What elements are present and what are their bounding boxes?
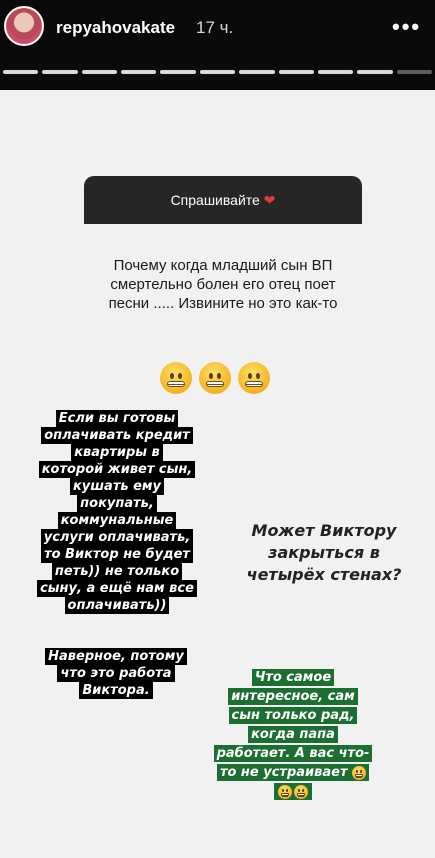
- progress-segment: [279, 70, 314, 74]
- emoji-row: [160, 362, 270, 394]
- progress-segment: [121, 70, 156, 74]
- progress-segment: [357, 70, 392, 74]
- text-line: Виктора.: [79, 682, 152, 699]
- right-question-text: Может Виктору закрыться в четырёх стенах?: [246, 521, 402, 584]
- grimacing-face-icon: [160, 362, 192, 394]
- grimacing-face-icon: [278, 785, 292, 799]
- text-line: услуги оплачивать,: [41, 529, 194, 546]
- post-time: 17 ч.: [196, 18, 234, 37]
- question-text: Почему когда младший сын ВП смертельно болен его отец поет песни ..... Извините но это как-то: [108, 257, 338, 312]
- username[interactable]: repyahovakate: [56, 18, 176, 37]
- text-line: которой живет сын,: [39, 461, 196, 478]
- text-line: покупать,: [77, 495, 157, 512]
- text-line: то не устраивает: [217, 764, 369, 781]
- progress-segment: [82, 70, 117, 74]
- text-line: то Виктор не будет: [41, 546, 193, 563]
- text-line: Что самое: [252, 669, 334, 686]
- text-line: Если вы готовы: [56, 410, 178, 427]
- emoji-line: [274, 783, 312, 800]
- avatar[interactable]: [4, 6, 44, 46]
- green-text-block: [186, 668, 400, 801]
- grimacing-face-icon: [352, 766, 366, 780]
- text-line: кушать ему: [70, 478, 164, 495]
- text-line: интересное, сам: [228, 688, 358, 705]
- grimacing-face-icon: [294, 785, 308, 799]
- text-line: Наверное, потому: [45, 648, 187, 665]
- question-sticker[interactable]: [84, 176, 362, 224]
- progress-segment: [3, 70, 38, 74]
- text-line: что это работа: [57, 665, 174, 682]
- text-line: оплачивать)): [65, 597, 170, 614]
- left-text-block-2: [36, 648, 196, 699]
- story-canvas[interactable]: [0, 90, 435, 858]
- question-sticker-label: Спрашивайте: [170, 192, 260, 208]
- story-progress-bar: [0, 70, 435, 74]
- text-line: квартиры в: [71, 444, 163, 461]
- progress-segment: [160, 70, 195, 74]
- progress-segment: [239, 70, 274, 74]
- grimacing-face-icon: [238, 362, 270, 394]
- left-text-block: [28, 410, 206, 614]
- text-line: когда папа: [248, 726, 338, 743]
- story-header: [0, 0, 435, 90]
- progress-segment: [318, 70, 353, 74]
- text-line: сын только рад,: [229, 707, 358, 724]
- text-line: коммунальные: [58, 512, 177, 529]
- text-line: работает. А вас что-: [214, 745, 373, 762]
- progress-segment: [42, 70, 77, 74]
- heart-icon: ❤: [263, 192, 276, 208]
- progress-segment: [200, 70, 235, 74]
- text-line: оплачивать кредит: [41, 427, 193, 444]
- text-line: сыну, а ещё нам все: [37, 580, 197, 597]
- progress-segment: [397, 70, 432, 74]
- question-sticker-title: [84, 192, 362, 209]
- text-line: петь)) не только: [52, 563, 182, 580]
- grimacing-face-icon: [199, 362, 231, 394]
- more-options-icon[interactable]: •••: [392, 14, 422, 39]
